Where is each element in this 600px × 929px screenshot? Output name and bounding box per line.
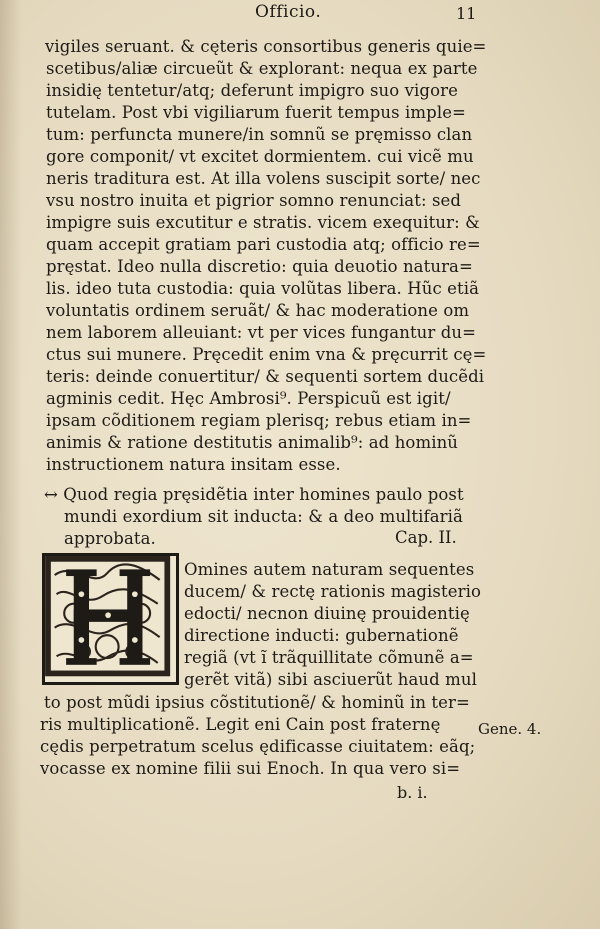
decorated-initial: [42, 553, 179, 685]
running-head: Officio.: [255, 2, 322, 22]
text-line: lis. ideo tuta custodia: quia volũtas libera. Hũc etiã: [46, 279, 480, 298]
rubric-line: approbata.: [64, 529, 156, 548]
text-line: agminis cedit. Hęc Ambrosi⁹. Perspicuũ est igit/: [46, 389, 451, 408]
chapter-text-line: regiã (vt ĩ trãquillitate cõmunẽ a=: [184, 648, 474, 667]
chapter-text-line: edocti/ necnon diuinę prouidentię: [184, 604, 470, 623]
text-line: tum: perfuncta munere/in somnũ se pręmisso clan: [46, 125, 473, 144]
initial-h-ornament: [45, 556, 176, 682]
rubric-line: ↔ Quod regia pręsidẽtia inter homines paulo post: [44, 485, 464, 504]
text-line: gore componit/ vt excitet dormientem. cui vicẽ mu: [46, 147, 474, 166]
text-line: tutelam. Post vbi vigiliarum fuerit tempus imple=: [46, 103, 466, 122]
chapter-text-line: directione inducti: gubernationẽ: [184, 626, 459, 645]
text-line: vigiles seruant. & cęteris consortibus generis quie=: [45, 37, 487, 56]
text-line: nem laborem alleuiant: vt per vices fungantur du=: [46, 323, 477, 342]
chapter-text-line: gerẽt vitã) sibi asciuerũt haud mul: [184, 670, 477, 689]
folio-number: 11: [456, 4, 477, 23]
chapter-text-line: to post mũdi ipsius cõstitutionẽ/ & hominũ in ter=: [44, 693, 470, 712]
text-line: vsu nostro inuita et pigrior somno renunciat: sed: [46, 191, 462, 210]
text-line: quam accepit gratiam pari custodia atq; officio re=: [46, 235, 481, 254]
text-line: voluntatis ordinem seruãt/ & hac moderatione om: [46, 301, 470, 320]
text-line: instructionem natura insitam esse.: [46, 455, 341, 474]
signature-mark: b. i.: [397, 783, 428, 802]
rubric-line: mundi exordium sit inducta: & a deo multifariã: [64, 507, 463, 526]
chapter-text-line: ris multiplicationẽ. Legit eni Cain post fraternę: [40, 715, 441, 734]
chapter-label: Cap. II.: [395, 528, 457, 547]
text-line: neris traditura est. At illa volens suscipit sorte/ nec: [46, 169, 481, 188]
spine-shadow: [0, 0, 22, 929]
text-line: scetibus/aliæ circueũt & explorant: nequa ex parte: [46, 59, 478, 78]
pilcrow-mark: ↔: [44, 485, 58, 504]
text-line: animis & ratione destitutis animalib⁹: ad hominũ: [46, 433, 459, 452]
text-line: teris: deinde conuertitur/ & sequenti sortem ducẽdi: [46, 367, 485, 386]
chapter-text-line: Omines autem naturam sequentes: [184, 560, 475, 579]
margin-note: Gene. 4.: [478, 720, 542, 738]
text-line: impigre suis excutitur e stratis. vicem exequitur: &: [46, 213, 480, 232]
chapter-text-line: vocasse ex nomine filii sui Enoch. In qua vero si=: [40, 759, 461, 778]
chapter-text-line: ducem/ & rectę rationis magisterio: [184, 582, 481, 601]
text-line: ipsam cõditionem regiam plerisq; rebus etiam in=: [46, 411, 472, 430]
text-line: insidię tentetur/atq; deferunt impigro suo vigore: [46, 81, 458, 100]
chapter-text-line: cędis perpetratum scelus ędificasse ciuitatem: eãq;: [40, 737, 476, 756]
text-line: ctus sui munere. Pręcedit enim vna & pręcurrit cę=: [46, 345, 487, 364]
text-line: pręstat. Ideo nulla discretio: quia deuotio natura=: [46, 257, 473, 276]
